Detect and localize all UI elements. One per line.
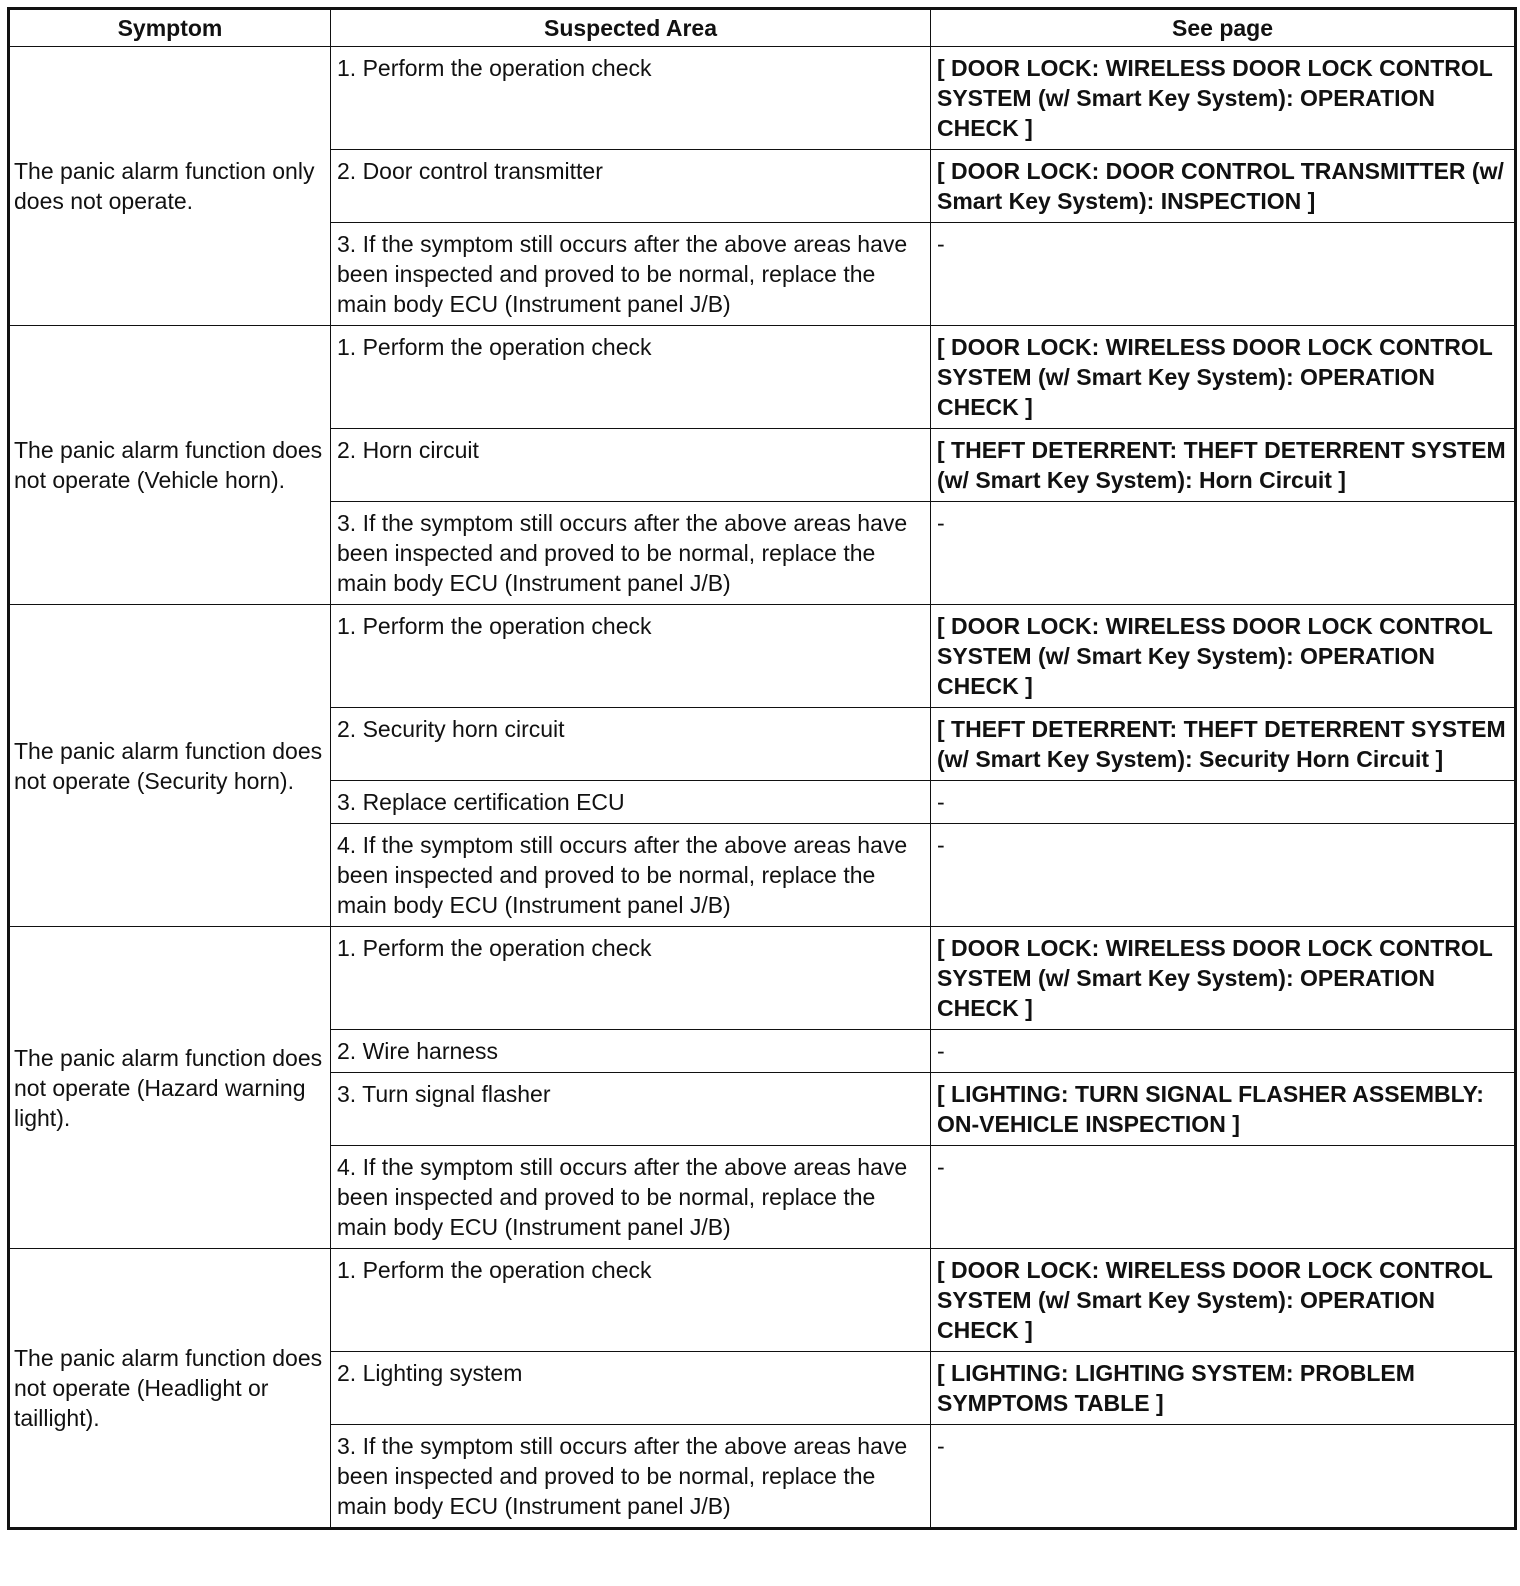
suspected-area-cell: 3. If the symptom still occurs after the above areas have been inspected and proved to be normal, replace the main body ECU (Instrument panel J/B)	[331, 1425, 931, 1529]
suspected-area-cell: 3. If the symptom still occurs after the above areas have been inspected and proved to be normal, replace the main body ECU (Instrument panel J/B)	[331, 223, 931, 326]
table-row	[9, 605, 1516, 708]
suspected-area-cell: 1. Perform the operation check	[331, 1249, 931, 1352]
suspected-area-cell: 2. Horn circuit	[331, 429, 931, 502]
see-page-cell: [ DOOR LOCK: WIRELESS DOOR LOCK CONTROL SYSTEM (w/ Smart Key System): OPERATION CHECK ]	[931, 326, 1516, 429]
see-page-cell: -	[931, 502, 1516, 605]
see-page-cell: [ THEFT DETERRENT: THEFT DETERRENT SYSTEM (w/ Smart Key System): Security Horn Circuit ]	[931, 708, 1516, 781]
symptom-cell: The panic alarm function does not operate (Headlight or taillight).	[9, 1249, 331, 1529]
header-see-page: See page	[931, 9, 1516, 47]
see-page-cell: -	[931, 1425, 1516, 1529]
see-page-cell: -	[931, 223, 1516, 326]
symptom-cell: The panic alarm function does not operate (Vehicle horn).	[9, 326, 331, 605]
see-page-cell: [ LIGHTING: TURN SIGNAL FLASHER ASSEMBLY: ON-VEHICLE INSPECTION ]	[931, 1073, 1516, 1146]
suspected-area-cell: 3. Turn signal flasher	[331, 1073, 931, 1146]
suspected-area-cell: 4. If the symptom still occurs after the above areas have been inspected and proved to be normal, replace the main body ECU (Instrument panel J/B)	[331, 824, 931, 927]
see-page-cell: -	[931, 1030, 1516, 1073]
header-symptom: Symptom	[9, 9, 331, 47]
suspected-area-cell: 2. Door control transmitter	[331, 150, 931, 223]
see-page-cell: [ DOOR LOCK: DOOR CONTROL TRANSMITTER (w/ Smart Key System): INSPECTION ]	[931, 150, 1516, 223]
table-row	[9, 326, 1516, 429]
header-row	[9, 9, 1516, 47]
suspected-area-cell: 1. Perform the operation check	[331, 47, 931, 150]
see-page-cell: [ DOOR LOCK: WIRELESS DOOR LOCK CONTROL SYSTEM (w/ Smart Key System): OPERATION CHECK ]	[931, 1249, 1516, 1352]
table-row	[9, 927, 1516, 1030]
suspected-area-cell: 3. If the symptom still occurs after the above areas have been inspected and proved to be normal, replace the main body ECU (Instrument panel J/B)	[331, 502, 931, 605]
see-page-cell: [ LIGHTING: LIGHTING SYSTEM: PROBLEM SYMPTOMS TABLE ]	[931, 1352, 1516, 1425]
suspected-area-cell: 2. Lighting system	[331, 1352, 931, 1425]
suspected-area-cell: 2. Security horn circuit	[331, 708, 931, 781]
header-suspected-area: Suspected Area	[331, 9, 931, 47]
see-page-cell: -	[931, 824, 1516, 927]
see-page-cell: -	[931, 1146, 1516, 1249]
see-page-cell: -	[931, 781, 1516, 824]
suspected-area-cell: 1. Perform the operation check	[331, 605, 931, 708]
suspected-area-cell: 1. Perform the operation check	[331, 326, 931, 429]
see-page-cell: [ DOOR LOCK: WIRELESS DOOR LOCK CONTROL SYSTEM (w/ Smart Key System): OPERATION CHECK ]	[931, 47, 1516, 150]
table-row	[9, 1249, 1516, 1352]
table-row	[9, 47, 1516, 150]
problem-symptoms-table	[7, 7, 1517, 1530]
symptom-cell: The panic alarm function does not operate (Hazard warning light).	[9, 927, 331, 1249]
suspected-area-cell: 2. Wire harness	[331, 1030, 931, 1073]
symptom-cell: The panic alarm function only does not operate.	[9, 47, 331, 326]
suspected-area-cell: 4. If the symptom still occurs after the above areas have been inspected and proved to be normal, replace the main body ECU (Instrument panel J/B)	[331, 1146, 931, 1249]
see-page-cell: [ DOOR LOCK: WIRELESS DOOR LOCK CONTROL SYSTEM (w/ Smart Key System): OPERATION CHECK ]	[931, 927, 1516, 1030]
suspected-area-cell: 1. Perform the operation check	[331, 927, 931, 1030]
symptom-cell: The panic alarm function does not operate (Security horn).	[9, 605, 331, 927]
suspected-area-cell: 3. Replace certification ECU	[331, 781, 931, 824]
see-page-cell: [ DOOR LOCK: WIRELESS DOOR LOCK CONTROL SYSTEM (w/ Smart Key System): OPERATION CHECK ]	[931, 605, 1516, 708]
see-page-cell: [ THEFT DETERRENT: THEFT DETERRENT SYSTEM (w/ Smart Key System): Horn Circuit ]	[931, 429, 1516, 502]
